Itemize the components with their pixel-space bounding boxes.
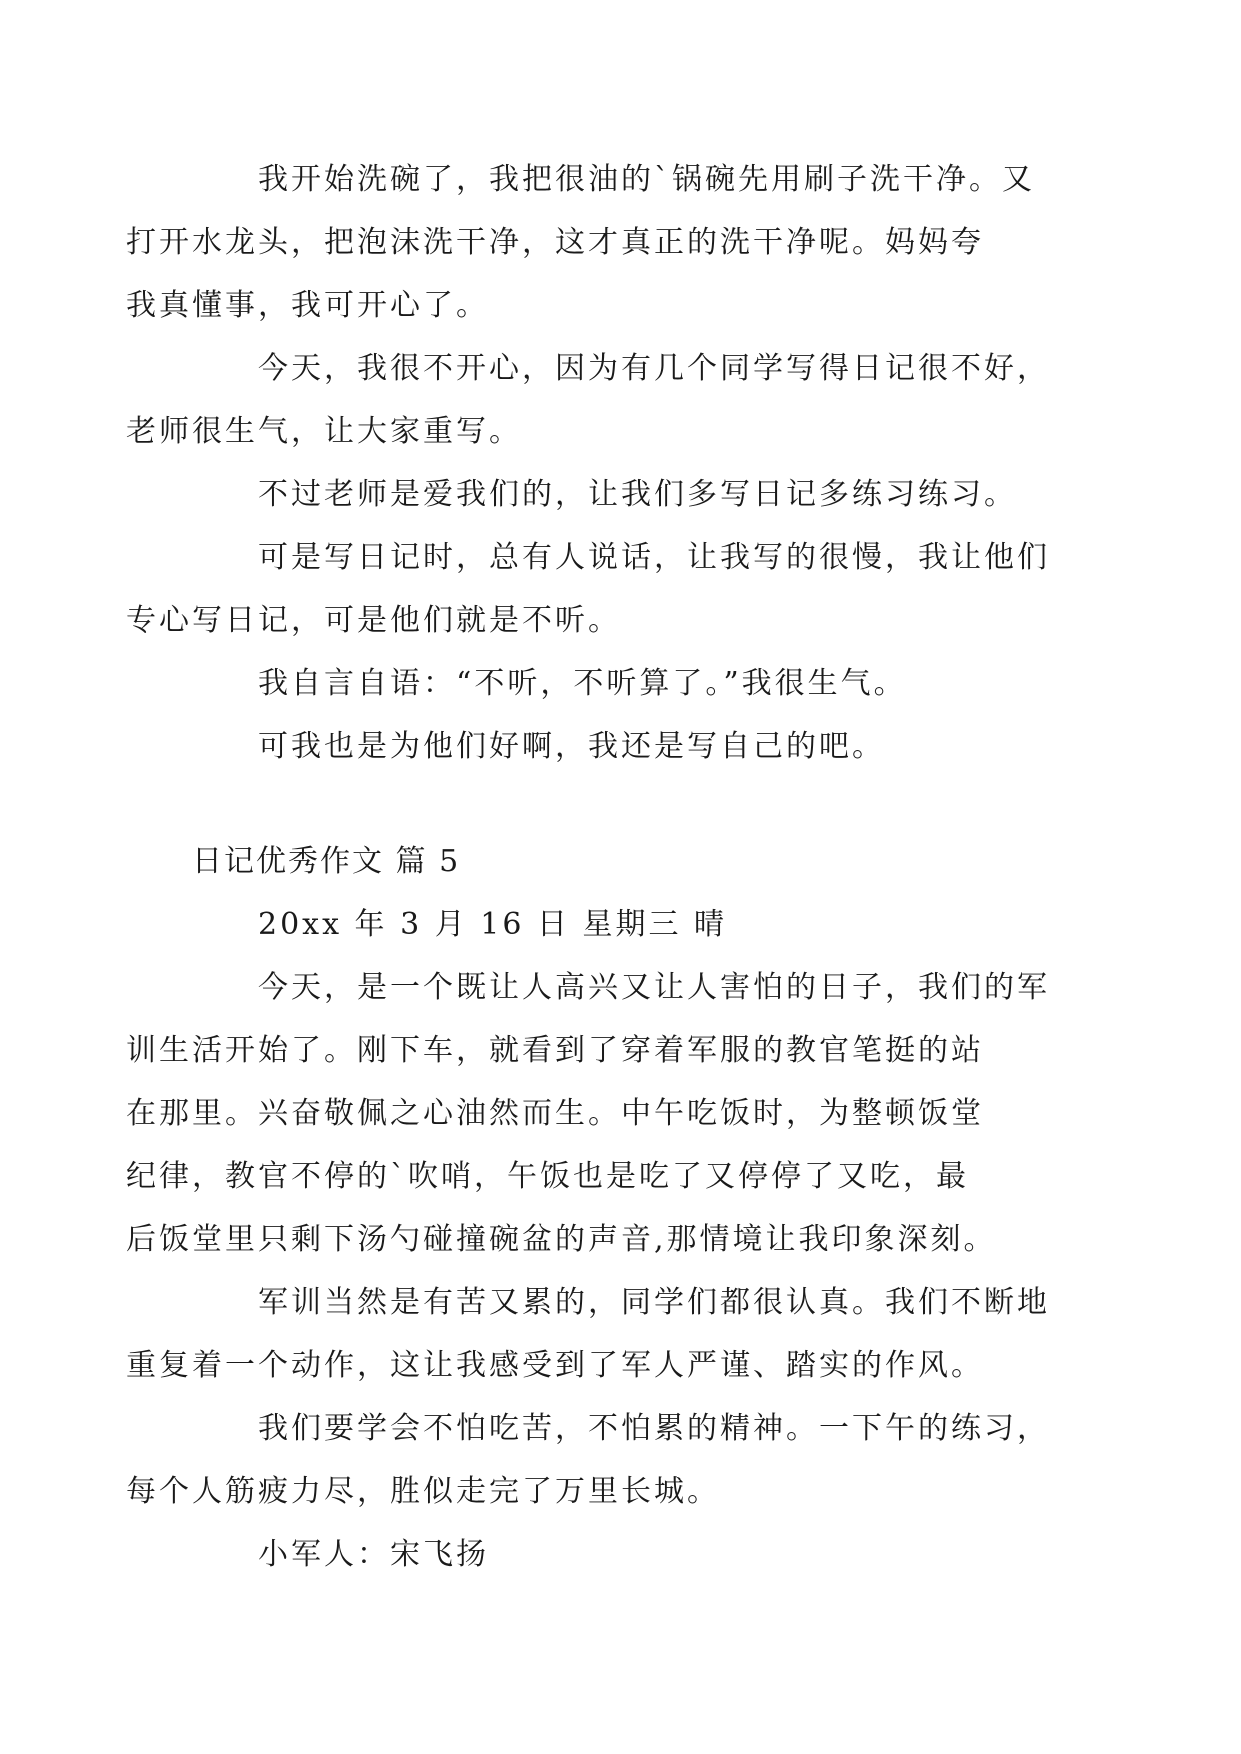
text-line: 老师很生气，让大家重写。 xyxy=(126,414,522,449)
text-line: 我自言自语：“不听，不听算了。”我很生气。 xyxy=(258,666,907,701)
paragraph xyxy=(126,337,1062,463)
section-heading: 日记优秀作文 篇 5 xyxy=(192,844,461,879)
paragraph xyxy=(126,148,1062,337)
previous-section xyxy=(126,148,1062,778)
paragraph xyxy=(126,526,1062,652)
text-line: 不过老师是爱我们的，让我们多写日记多练习练习。 xyxy=(258,477,1017,512)
text-line: 军训当然是有苦又累的，同学们都很认真。我们不断地 xyxy=(258,1285,1050,1320)
paragraph xyxy=(192,652,1062,715)
author-signature xyxy=(192,1523,1062,1586)
document-page xyxy=(126,148,1062,1586)
text-line: 每个人筋疲力尽，胜似走完了万里长城。 xyxy=(126,1474,720,1509)
text-line: 后饭堂里只剩下汤勺碰撞碗盆的声音,那情境让我印象深刻。 xyxy=(126,1222,997,1257)
paragraph xyxy=(126,956,1062,1271)
paragraph xyxy=(192,715,1062,778)
text-line: 今天，是一个既让人高兴又让人害怕的日子，我们的军 xyxy=(258,970,1050,1005)
text-line: 打开水龙头，把泡沫洗干净，这才真正的洗干净呢。妈妈夸 xyxy=(126,225,984,260)
paragraph xyxy=(126,1271,1062,1397)
text-line: 在那里。兴奋敬佩之心油然而生。中午吃饭时，为整顿饭堂 xyxy=(126,1096,984,1131)
text-line: 我真懂事，我可开心了。 xyxy=(126,288,489,323)
section-gap xyxy=(192,778,1062,830)
text-line: 我开始洗碗了，我把很油的`锅碗先用刷子洗干净。又 xyxy=(258,162,1035,197)
section-5 xyxy=(126,830,1062,1586)
text-line: 可是写日记时，总有人说话，让我写的很慢，我让他们 xyxy=(258,540,1050,575)
text-line: 纪律，教官不停的`吹哨，午饭也是吃了又停停了又吃，最 xyxy=(126,1159,969,1194)
text-line: 重复着一个动作，这让我感受到了军人严谨、踏实的作风。 xyxy=(126,1348,984,1383)
date-line: 20xx 年 3 月 16 日 星期三 晴 xyxy=(258,907,728,942)
text-line: 可我也是为他们好啊，我还是写自己的吧。 xyxy=(258,729,885,764)
text-line: 我们要学会不怕吃苦，不怕累的精神。一下午的练习， xyxy=(258,1411,1050,1446)
text-line: 小军人：宋飞扬 xyxy=(258,1537,489,1572)
text-line: 今天，我很不开心，因为有几个同学写得日记很不好， xyxy=(258,351,1050,386)
text-line: 专心写日记，可是他们就是不听。 xyxy=(126,603,621,638)
paragraph xyxy=(192,463,1062,526)
paragraph xyxy=(126,1397,1062,1523)
text-line: 训生活开始了。刚下车，就看到了穿着军服的教官笔挺的站 xyxy=(126,1033,984,1068)
